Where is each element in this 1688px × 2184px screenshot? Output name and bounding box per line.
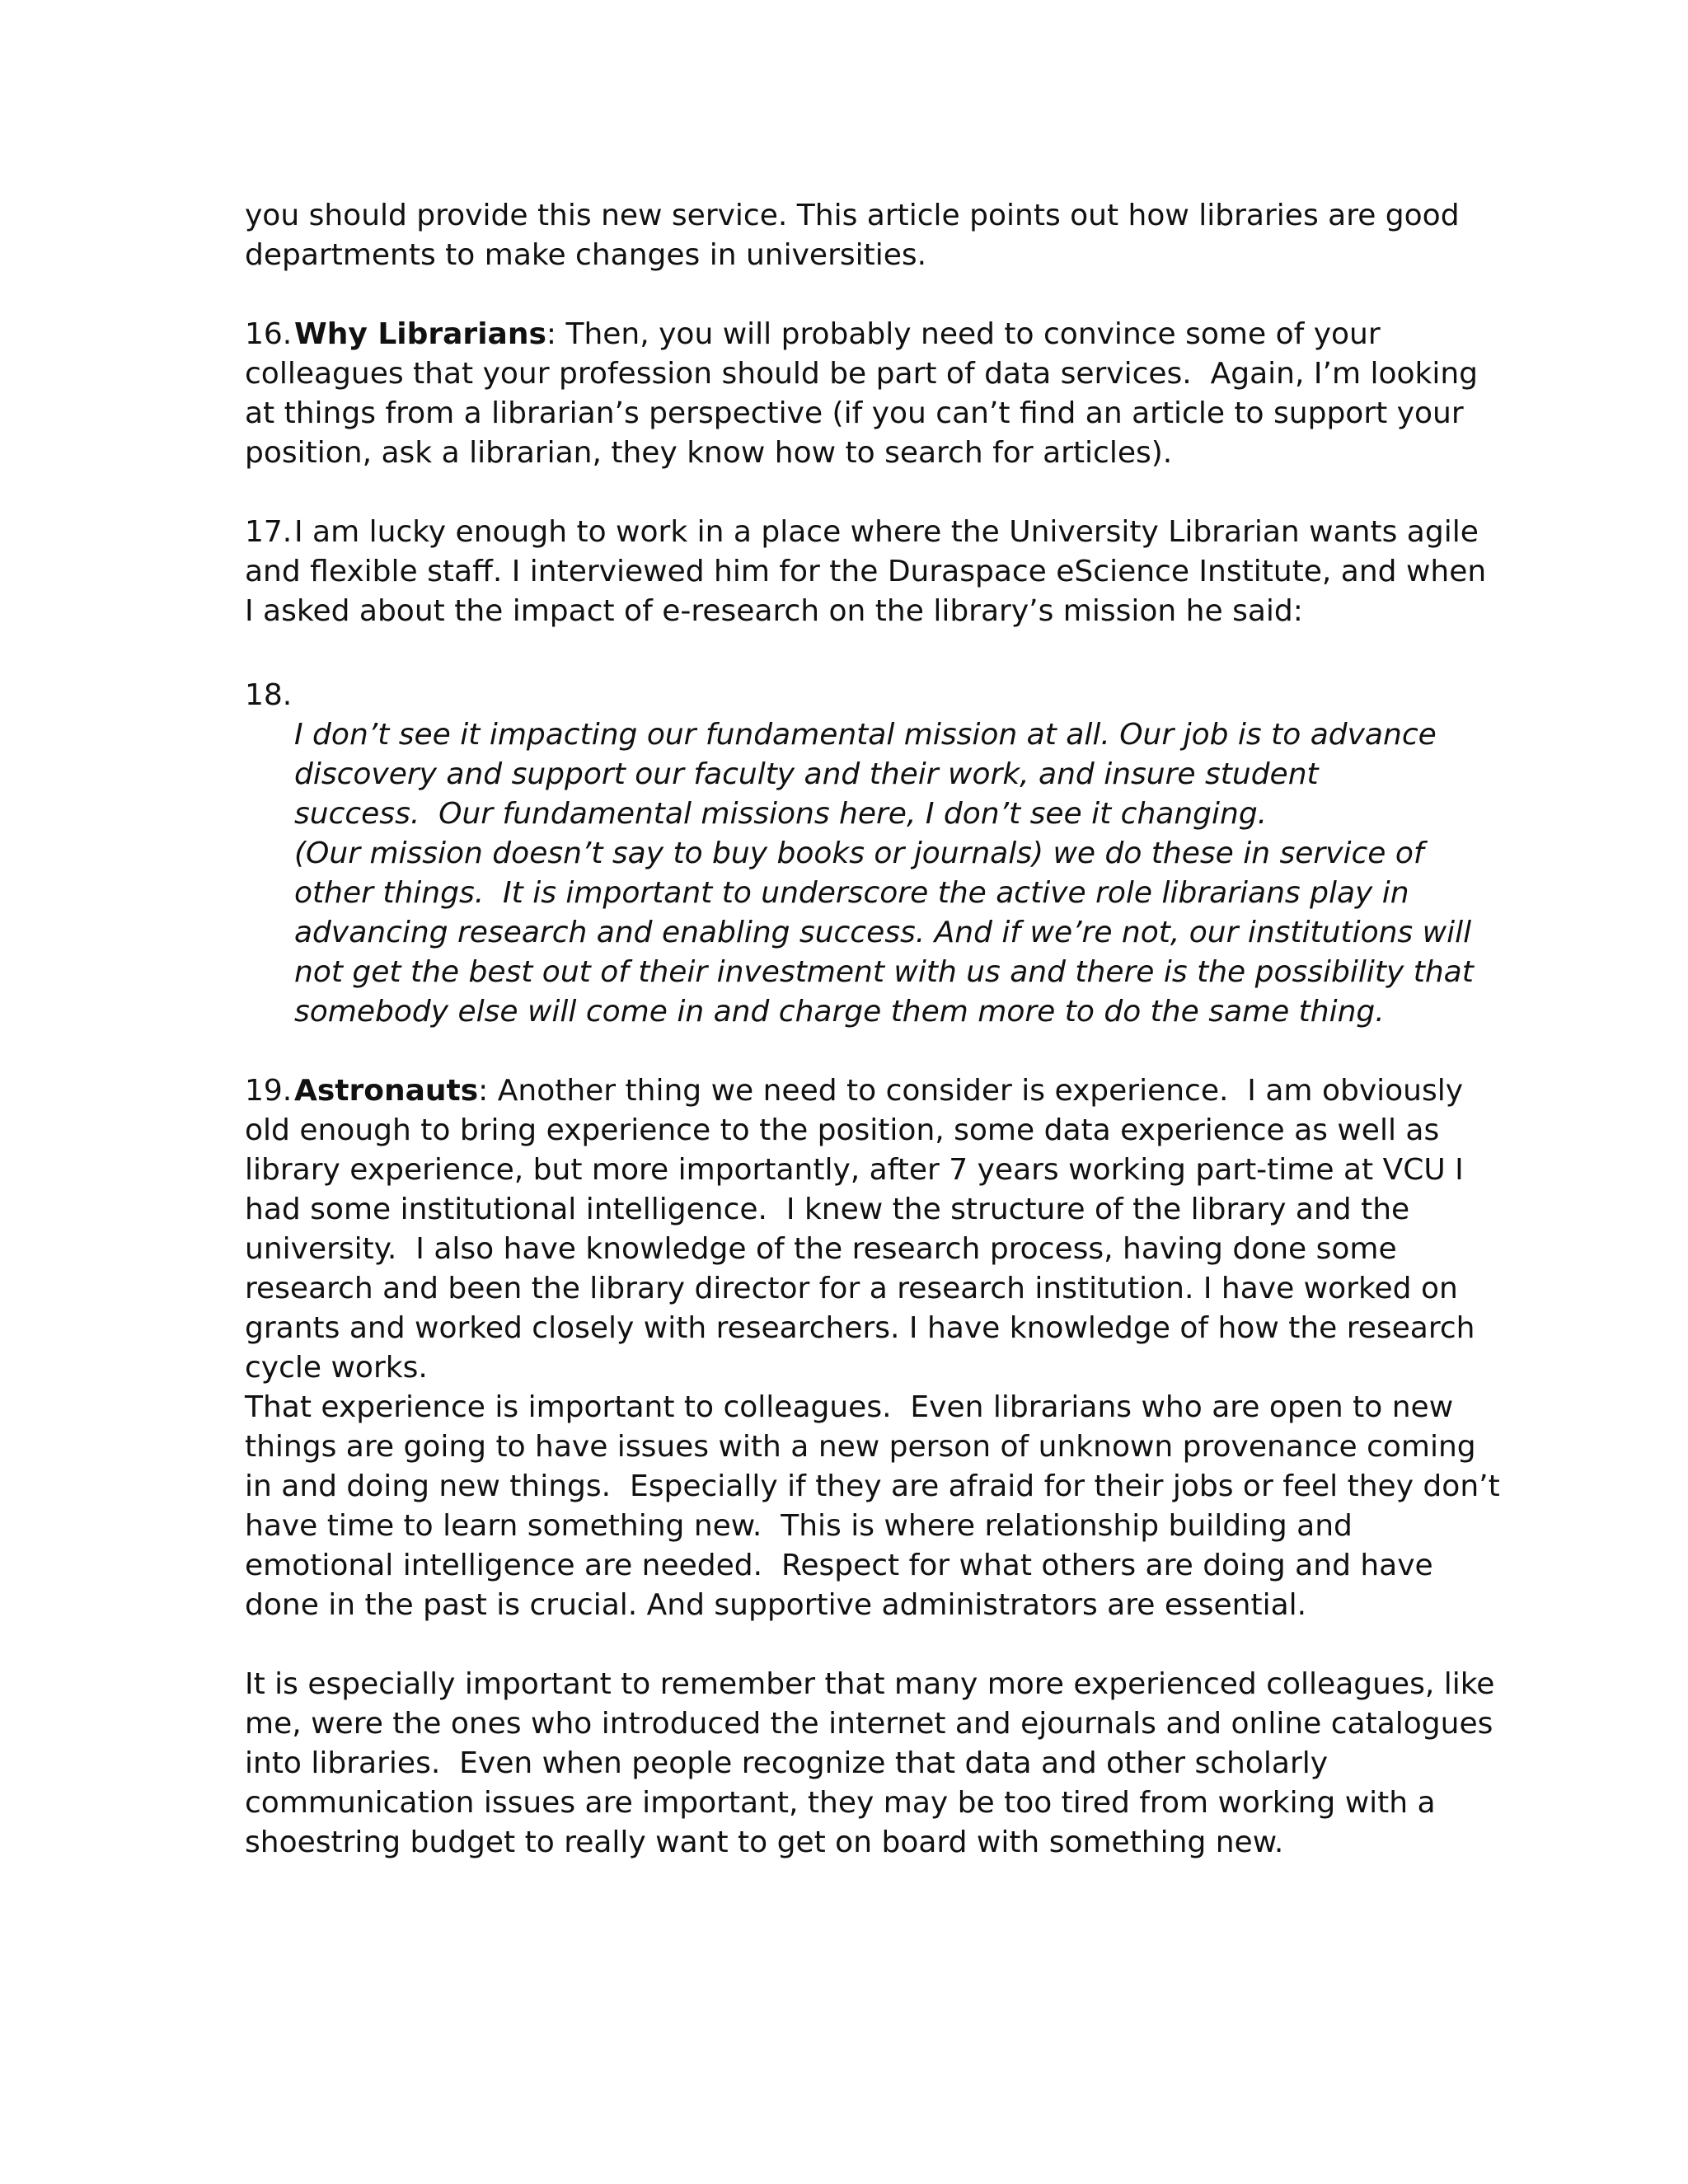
- text-line: university. I also have knowledge of the research process, having done some: [245, 1232, 1397, 1266]
- text-line: It is especially important to remember that many more experienced colleagues, like: [245, 1667, 1495, 1701]
- item-text: I am lucky enough to work in a place where the University Librarian wants agile: [294, 515, 1479, 549]
- item-16: [245, 315, 1481, 473]
- text-line: I asked about the impact of e-research on the library’s mission he said:: [245, 594, 1303, 628]
- text-line: have time to learn something new. This is where relationship building and: [245, 1509, 1353, 1543]
- text-line: into libraries. Even when people recognize that data and other scholarly: [245, 1746, 1329, 1780]
- item-17: [245, 513, 1487, 631]
- item-number: 16.: [245, 317, 293, 351]
- text-line: emotional intelligence are needed. Respect for what others are doing and have: [245, 1549, 1433, 1582]
- text-line: cycle works.: [245, 1351, 428, 1385]
- text-line: had some institutional intelligence. I knew the structure of the library and the: [245, 1193, 1410, 1226]
- quote-line: advancing research and enabling success. And if we’re not, our institutions will: [294, 916, 1472, 949]
- text-line: things are going to have issues with a new person of unknown provenance coming: [245, 1430, 1476, 1464]
- text-line: That experience is important to colleagues. Even librarians who are open to new: [245, 1390, 1454, 1424]
- item-17-first-line: [245, 513, 1481, 552]
- item-number: 19.: [245, 1074, 293, 1108]
- text-line: research and been the library director for a research institution. I have worked on: [245, 1272, 1458, 1305]
- item-text: : Then, you will probably need to convince some of your: [546, 317, 1381, 351]
- item-16-first-line: [245, 315, 1481, 354]
- item-number: 18.: [245, 678, 293, 712]
- text-line: library experience, but more importantly, after 7 years working part-time at VCU I: [245, 1153, 1464, 1187]
- quote-line: not get the best out of their investment with us and there is the possibility that: [294, 955, 1474, 989]
- item-heading: Astronauts: [294, 1074, 479, 1108]
- intro-paragraph: [245, 196, 1481, 275]
- item-text: : Another thing we need to consider is experience. I am obviously: [478, 1074, 1464, 1108]
- closing-paragraph: [245, 1665, 1495, 1863]
- item-19-first-line: [245, 1071, 1481, 1111]
- text-line: in and doing new things. Especially if they are afraid for their jobs or feel they don’t: [245, 1469, 1500, 1503]
- text-line: me, were the ones who introduced the internet and ejournals and online catalogues: [245, 1707, 1493, 1741]
- item-number: 17.: [245, 515, 293, 549]
- quote-line: success. Our fundamental missions here, I don’t see it changing.: [294, 797, 1268, 831]
- quote-line: other things. It is important to underscore the active role librarians play in: [294, 876, 1409, 910]
- item-heading: Why Librarians: [294, 317, 546, 351]
- text-line: you should provide this new service. This article points out how libraries are good: [245, 199, 1460, 232]
- quote-line: discovery and support our faculty and their work, and insure student: [294, 757, 1319, 791]
- quote-line: somebody else will come in and charge them more to do the same thing.: [294, 995, 1385, 1029]
- text-line: old enough to bring experience to the position, some data experience as well as: [245, 1113, 1440, 1147]
- quote-line: (Our mission doesn’t say to buy books or journals) we do these in service of: [294, 837, 1424, 870]
- text-line: and flexible staff. I interviewed him for the Duraspace eScience Institute, and when: [245, 555, 1487, 588]
- text-line: grants and worked closely with researchers. I have knowledge of how the research: [245, 1311, 1475, 1345]
- item-19: [245, 1071, 1500, 1625]
- text-line: departments to make changes in universities.: [245, 238, 927, 272]
- text-line: shoestring budget to really want to get on board with something new.: [245, 1825, 1284, 1859]
- text-line: done in the past is crucial. And supportive administrators are essential.: [245, 1588, 1307, 1622]
- block-quote: [294, 715, 1481, 1032]
- text-line: colleagues that your profession should be part of data services. Again, I’m looking: [245, 357, 1479, 391]
- text-line: position, ask a librarian, they know how to search for articles).: [245, 436, 1173, 470]
- document-page: [245, 196, 1500, 1863]
- item-18: [245, 676, 1481, 1032]
- quote-line: I don’t see it impacting our fundamental mission at all. Our job is to advance: [294, 718, 1437, 752]
- text-line: at things from a librarian’s perspective (if you can’t find an article to support your: [245, 396, 1464, 430]
- text-line: communication issues are important, they may be too tired from working with a: [245, 1786, 1436, 1820]
